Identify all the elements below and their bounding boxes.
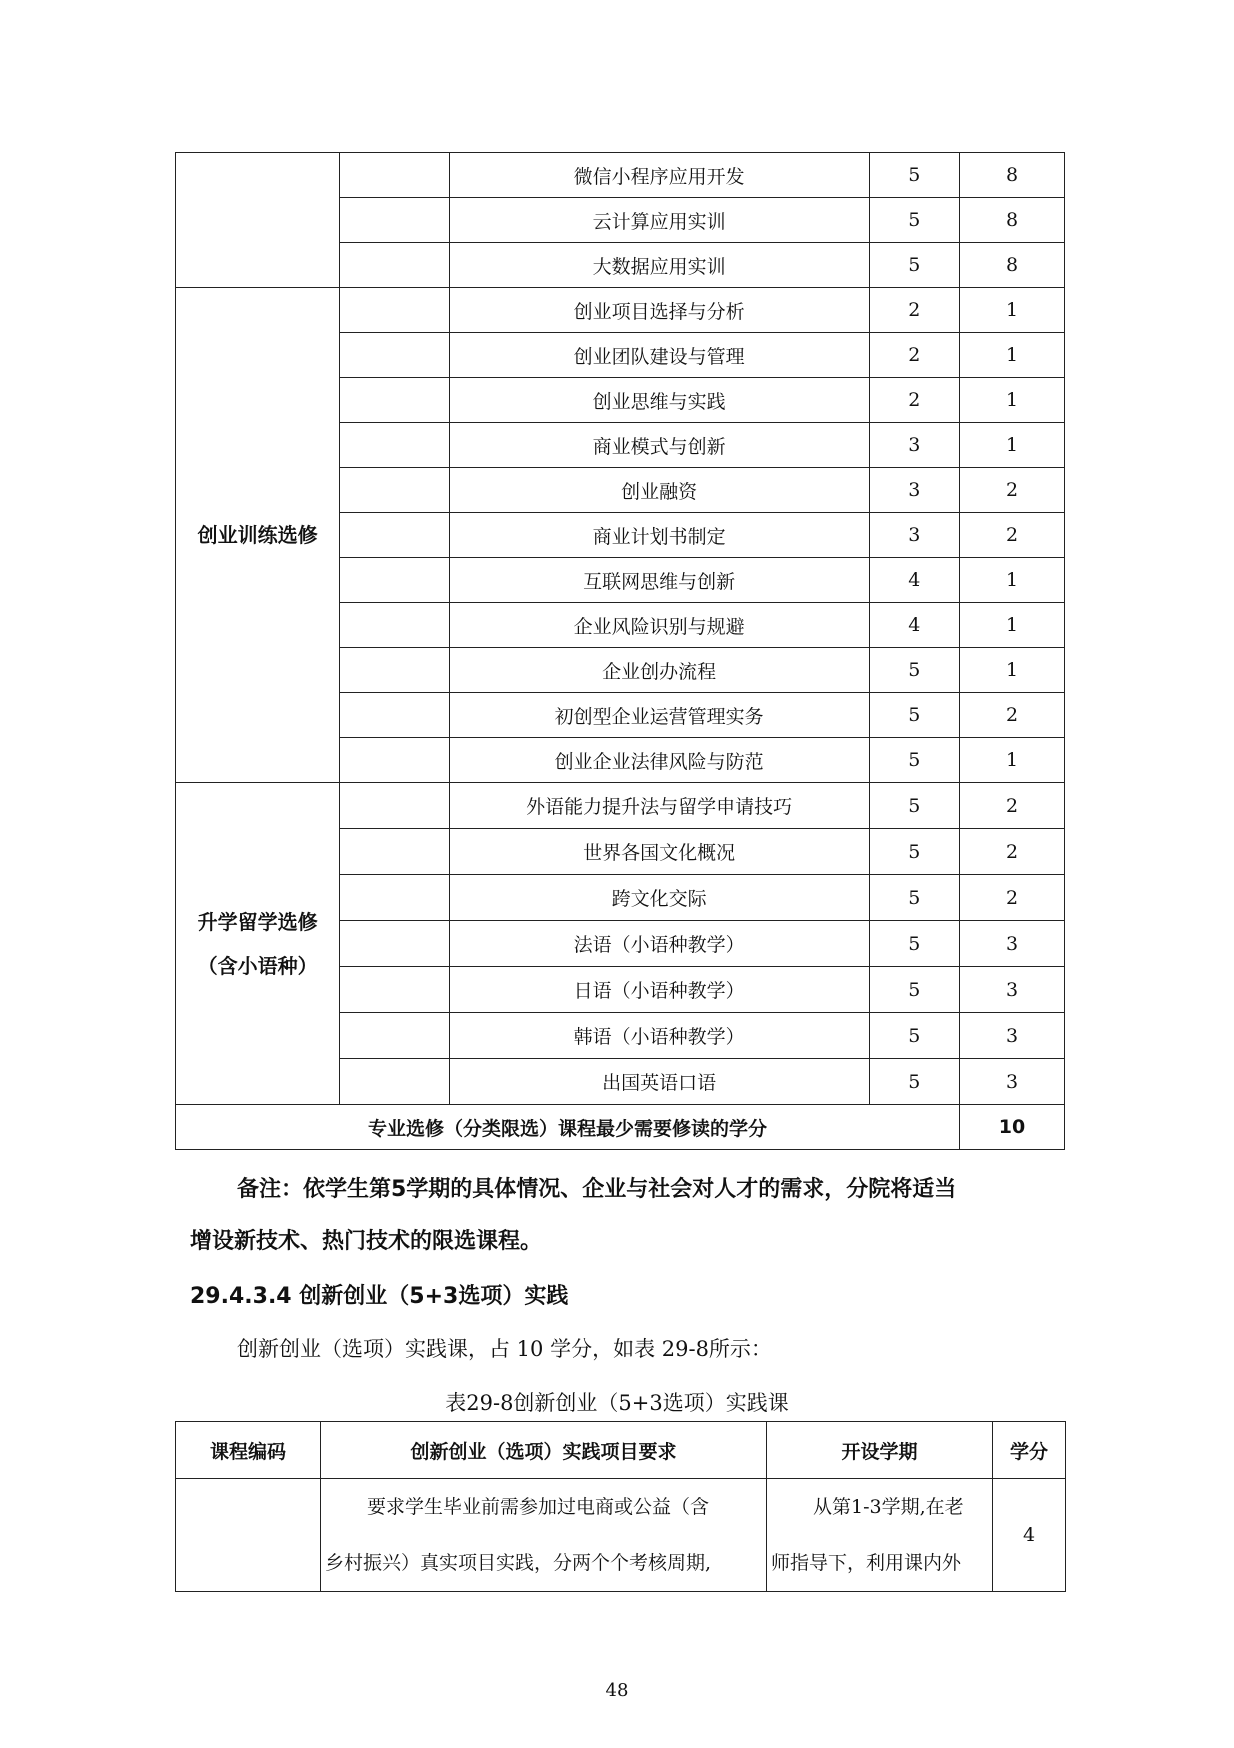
total-label: 专业选修（分类限选）课程最少需要修读的学分 [176,1105,960,1150]
code-cell [340,423,449,468]
requirement-line: 乡村振兴）真实项目实践，分两个个考核周期, [325,1552,712,1574]
semester-cell: 3 [869,423,959,468]
semester-cell: 5 [869,693,959,738]
category-line: 升学留学选修 [197,909,318,934]
course-name: 创业思维与实践 [449,378,869,423]
semester-cell: 5 [869,967,959,1013]
code-cell [340,967,449,1013]
credit-cell: 1 [959,423,1064,468]
semester-cell: 5 [869,783,959,829]
credit-cell: 8 [959,198,1064,243]
course-name: 初创型企业运营管理实务 [449,693,869,738]
credit-cell: 3 [959,1013,1064,1059]
course-name: 出国英语口语 [449,1059,869,1105]
semester-cell: 5 [869,875,959,921]
course-name: 微信小程序应用开发 [449,153,869,198]
credit-cell: 1 [959,648,1064,693]
semester-cell: 5 [869,1013,959,1059]
code-cell [340,558,449,603]
semester-cell: 5 [869,648,959,693]
course-name: 云计算应用实训 [449,198,869,243]
course-name: 跨文化交际 [449,875,869,921]
semester-cell: 5 [869,198,959,243]
note-line-2: 增设新技术、热门技术的限选课程。 [190,1229,543,1254]
course-name: 创业企业法律风险与防范 [449,738,869,783]
code-cell [340,875,449,921]
code-cell [340,693,449,738]
category-cell [176,153,340,288]
term-line: 师指导下，利用课内外 [771,1552,962,1574]
code-cell [340,468,449,513]
course-name: 韩语（小语种教学） [449,1013,869,1059]
category-entrepreneurship: 创业训练选修 [176,288,340,783]
course-name: 外语能力提升法与留学申请技巧 [449,783,869,829]
course-name: 日语（小语种教学） [449,967,869,1013]
credit-cell: 4 [993,1479,1066,1592]
credit-cell: 1 [959,378,1064,423]
course-name: 法语（小语种教学） [449,921,869,967]
term-line: 从第1-3学期,在老 [813,1496,964,1518]
code-cell [340,513,449,558]
note-line-1: 备注：依学生第5学期的具体情况、企业与社会对人才的需求，分院将适当 [237,1177,957,1202]
credit-cell: 2 [959,693,1064,738]
requirement-cell [321,1479,767,1592]
credit-cell: 2 [959,468,1064,513]
header-course-code: 课程编码 [176,1422,321,1479]
header-term: 开设学期 [767,1422,993,1479]
credit-cell: 1 [959,288,1064,333]
semester-cell: 5 [869,153,959,198]
practice-course-table [175,1421,1066,1592]
course-name: 创业项目选择与分析 [449,288,869,333]
table-header-row [176,1422,1066,1479]
credit-cell: 3 [959,921,1064,967]
course-name: 创业融资 [449,468,869,513]
total-value: 10 [959,1105,1064,1150]
code-cell [340,783,449,829]
page-number: 48 [605,1680,629,1701]
credit-cell: 2 [959,513,1064,558]
code-cell [340,603,449,648]
credit-cell: 1 [959,603,1064,648]
elective-course-table [175,152,1065,1150]
semester-cell: 2 [869,378,959,423]
course-name: 互联网思维与创新 [449,558,869,603]
credit-cell: 8 [959,243,1064,288]
code-cell [340,378,449,423]
table-row [176,1479,1066,1592]
course-name: 大数据应用实训 [449,243,869,288]
credit-cell: 2 [959,875,1064,921]
category-line: （含小语种） [197,953,318,978]
code-cell [340,333,449,378]
table-row [176,153,1065,198]
course-name: 企业创办流程 [449,648,869,693]
code-cell [340,921,449,967]
table-row [176,783,1065,829]
header-credits: 学分 [993,1422,1066,1479]
code-cell [176,1479,321,1592]
course-name: 世界各国文化概况 [449,829,869,875]
intro-paragraph: 创新创业（选项）实践课，占 10 学分，如表 29-8所示： [237,1337,772,1361]
table-caption: 表29-8创新创业（5+3选项）实践课 [445,1391,789,1415]
credit-cell: 1 [959,738,1064,783]
course-name: 创业团队建设与管理 [449,333,869,378]
code-cell [340,829,449,875]
code-cell [340,1013,449,1059]
semester-cell: 4 [869,558,959,603]
semester-cell: 5 [869,829,959,875]
credit-cell: 1 [959,333,1064,378]
code-cell [340,288,449,333]
semester-cell: 4 [869,603,959,648]
credit-cell: 2 [959,829,1064,875]
semester-cell: 5 [869,738,959,783]
semester-cell: 3 [869,468,959,513]
credit-cell: 3 [959,1059,1064,1105]
category-study-abroad [176,783,340,1105]
code-cell [340,198,449,243]
code-cell [340,1059,449,1105]
credit-cell: 2 [959,783,1064,829]
course-name: 企业风险识别与规避 [449,603,869,648]
code-cell [340,648,449,693]
semester-cell: 2 [869,288,959,333]
code-cell [340,738,449,783]
semester-cell: 2 [869,333,959,378]
semester-cell: 5 [869,243,959,288]
requirement-line: 要求学生毕业前需参加过电商或公益（含 [367,1496,710,1518]
credit-cell: 3 [959,967,1064,1013]
table-row [176,288,1065,333]
total-row [176,1105,1065,1150]
header-requirement: 创新创业（选项）实践项目要求 [321,1422,767,1479]
course-name: 商业模式与创新 [449,423,869,468]
credit-cell: 8 [959,153,1064,198]
semester-cell: 3 [869,513,959,558]
semester-cell: 5 [869,1059,959,1105]
section-heading: 29.4.3.4 创新创业（5+3选项）实践 [190,1284,569,1309]
course-name: 商业计划书制定 [449,513,869,558]
credit-cell: 1 [959,558,1064,603]
semester-cell: 5 [869,921,959,967]
code-cell [340,243,449,288]
code-cell [340,153,449,198]
term-cell [767,1479,993,1592]
